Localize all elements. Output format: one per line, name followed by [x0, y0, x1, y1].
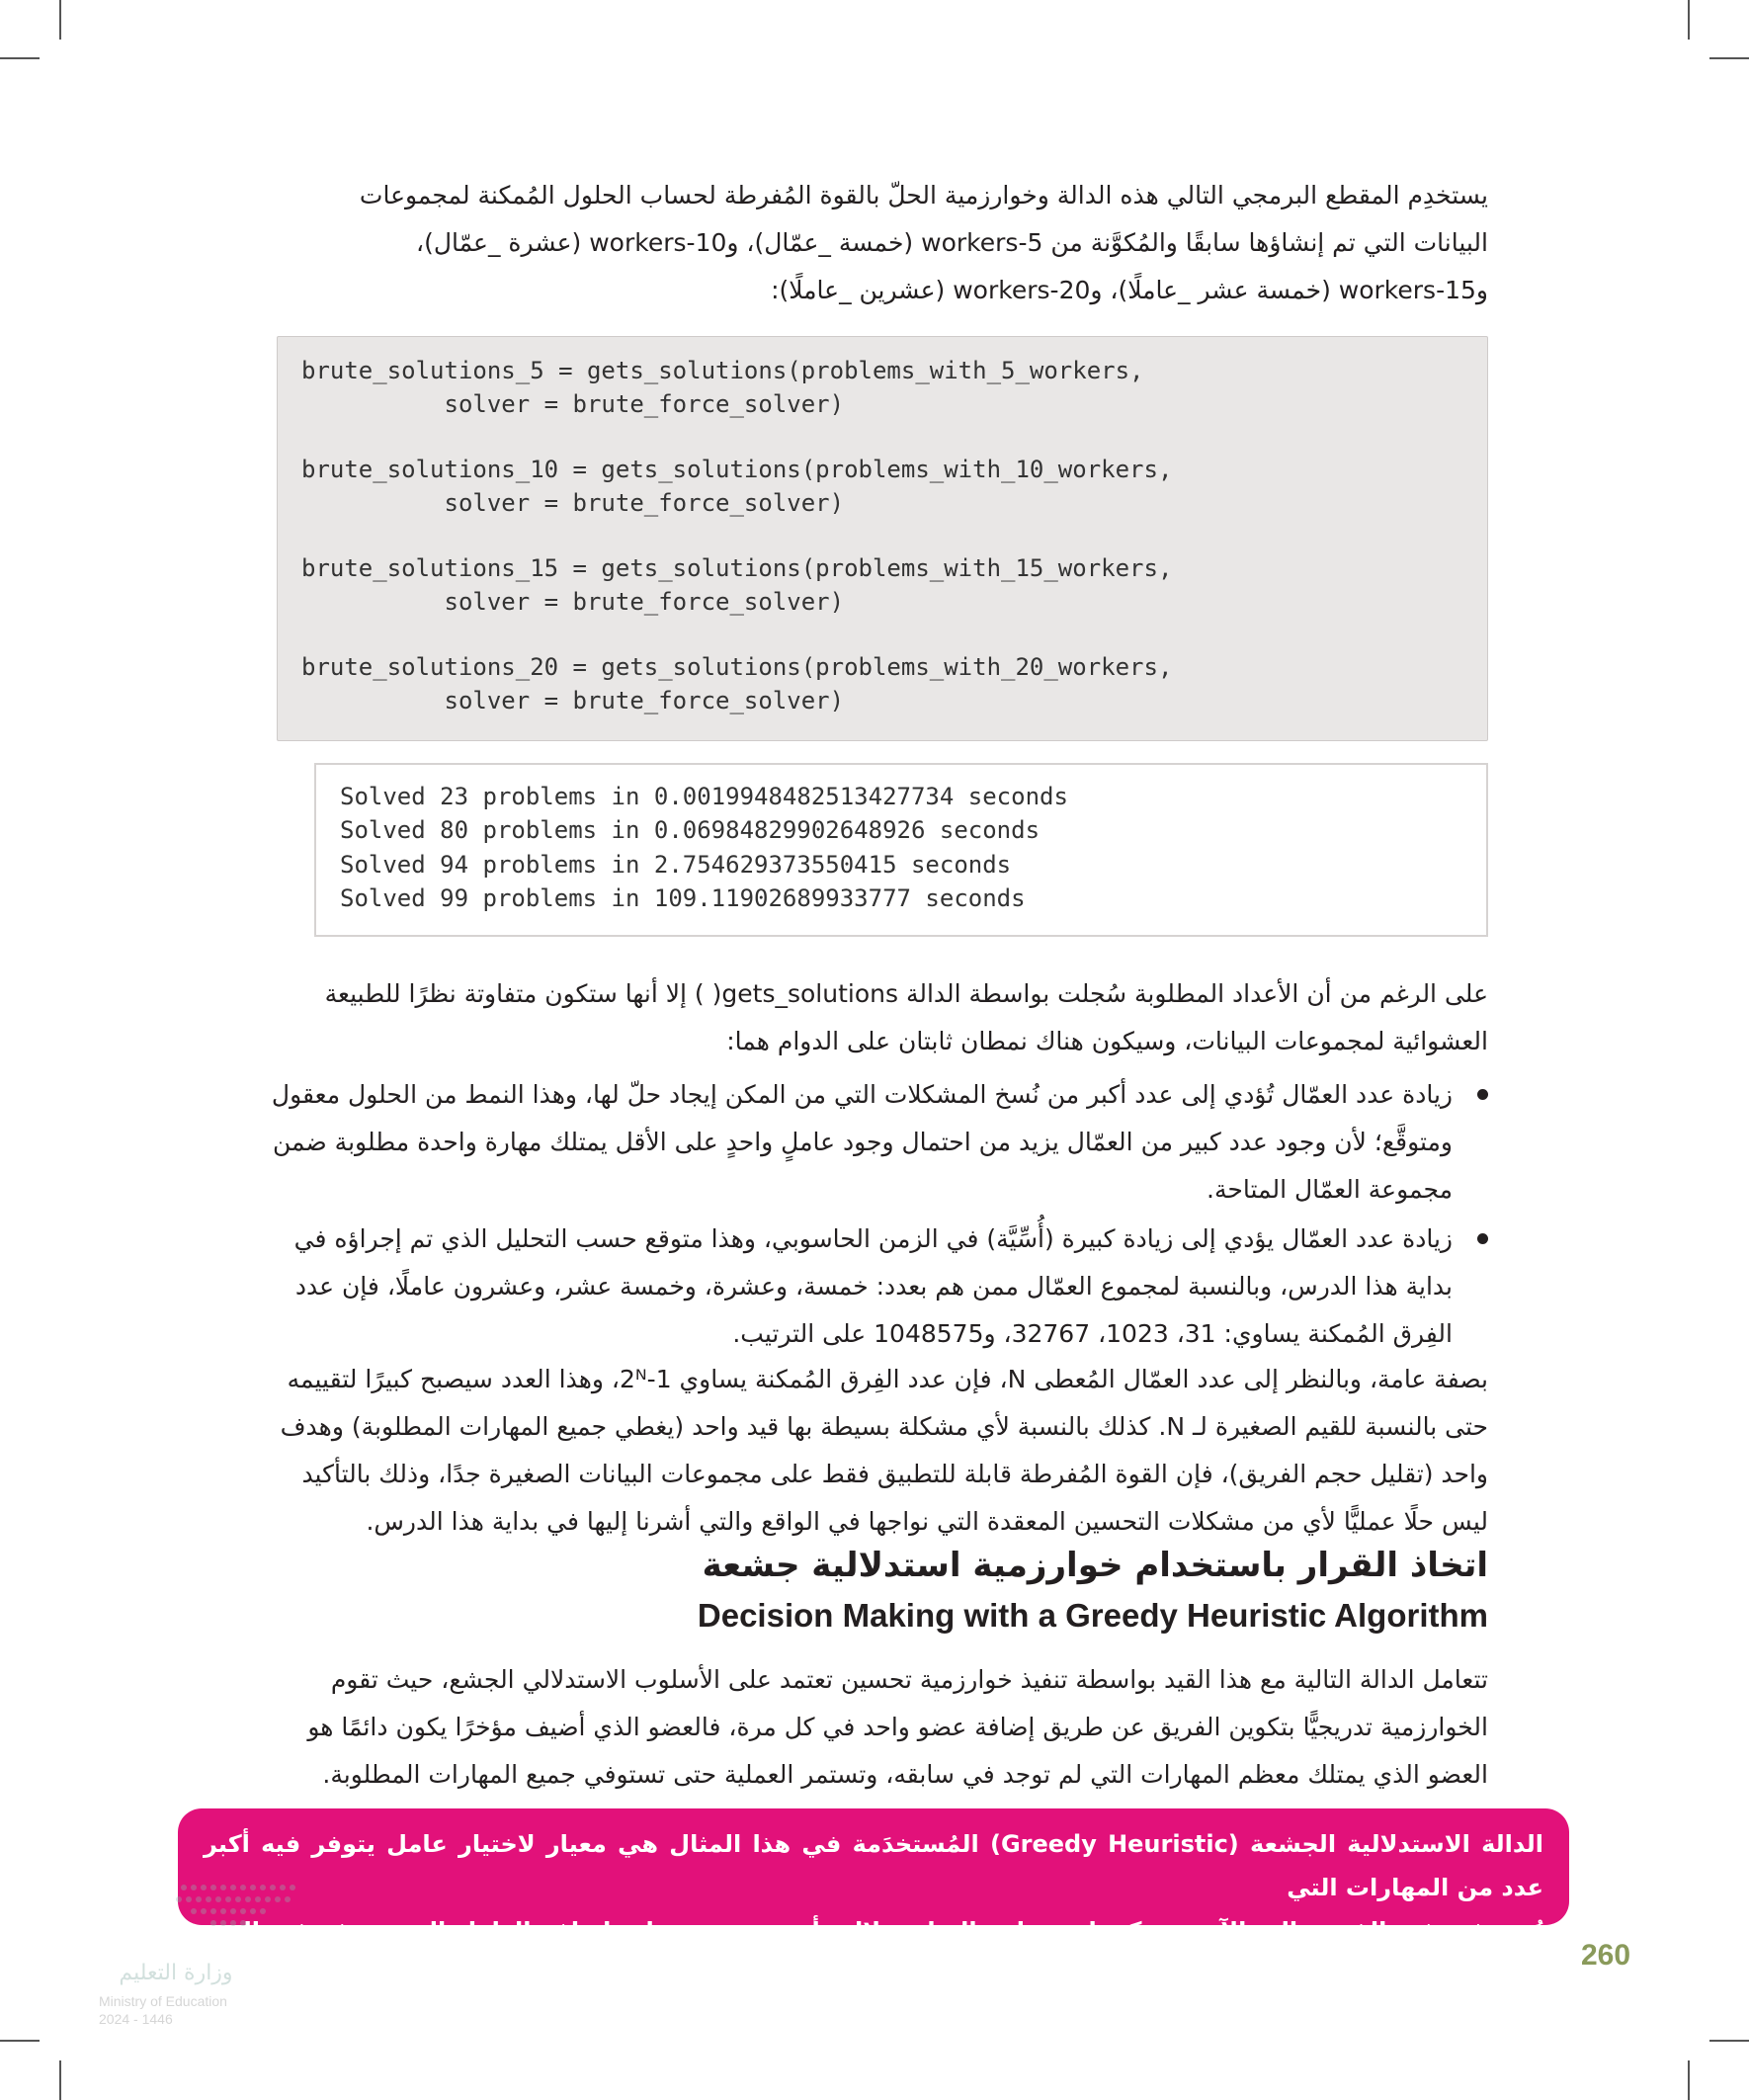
- crop-mark: [0, 2040, 40, 2042]
- output-line: Solved 80 problems in 0.06984829902648926 seconds: [340, 816, 1041, 844]
- intro-line: البيانات التي تم إنشاؤها سابقًا والمُكوَّنة من 5-workers (خمسة _عمّال)، و10-workers (عشرة _عمّال)،: [416, 228, 1488, 257]
- output-line: Solved 94 problems in 2.754629373550415 seconds: [340, 851, 1012, 879]
- crop-mark: [1688, 2060, 1690, 2100]
- code-line: brute_solutions_20 = gets_solutions(problems_with_20_workers,: [301, 653, 1173, 681]
- list-item-line: زيادة عدد العمّال تُؤدي إلى عدد أكبر من نُسخ المشكلات التي من المكن إيجاد حلّ لها، وهذا النمط من الحلول معقول: [271, 1080, 1453, 1109]
- intro-paragraph: [277, 172, 1488, 314]
- note-box: [178, 1808, 1569, 1988]
- list-item-line: الفِرق المُمكنة يساوي: 31، 1023، 32767، و1048575 على الترتيب.: [732, 1319, 1453, 1348]
- list-item-line: ومتوقَّع؛ لأن وجود عدد كبير من العمّال يزيد من احتمال وجود عاملٍ واحدٍ على الأقل يمتلك مهارة واحدة مطلوبة ضمن: [273, 1128, 1453, 1156]
- paragraph-line: الخوارزمية تدريجيًّا بتكوين الفريق عن طريق إضافة عضو واحد في كل مرة، فالعضو الذي أضيف مؤخرًا يكون دائمًا هو: [307, 1713, 1488, 1741]
- list-item-text: [198, 1071, 1453, 1214]
- crop-mark: [59, 0, 61, 40]
- results-paragraph: [198, 970, 1488, 1065]
- code-line: solver = brute_force_solver): [301, 489, 845, 517]
- crop-mark: [59, 2060, 61, 2100]
- paragraph-line: تتعامل الدالة التالية مع هذا القيد بواسطة تنفيذ خوارزمية تحسين تعتمد على الأسلوب الاستدلالي الجشع، حيث تقوم: [330, 1665, 1488, 1694]
- paragraph-line: حتى بالنسبة للقيم الصغيرة لـ N. كذلك بالنسبة لأي مشكلة بسيطة بها قيد واحد (يغطي جميع المهارات المطلوبة) وهدف: [280, 1412, 1488, 1441]
- section-title-english: Decision Making with a Greedy Heuristic Algorithm: [697, 1597, 1488, 1634]
- crop-mark: [1688, 0, 1690, 40]
- output-line: Solved 99 problems in 109.11902689933777 seconds: [340, 884, 1026, 912]
- paragraph-line: بصفة عامة، وبالنظر إلى عدد العمّال المُعطى N، فإن عدد الفِرق المُمكنة يساوي 2ᴺ-1، وهذا العدد سيصبح كبيرًا لتقييمه: [287, 1365, 1488, 1393]
- paragraph-line: واحد (تقليل حجم الفريق)، فإن القوة المُفرطة قابلة للتطبيق فقط على مجموعات البيانات الصغيرة جدًا، وذلك بالتأكيد: [301, 1460, 1488, 1488]
- ministry-name-english: Ministry of Education: [99, 1993, 227, 2009]
- code-block: [277, 336, 1488, 741]
- intro-line: يستخدِم المقطع البرمجي التالي هذه الدالة وخوارزمية الحلّ بالقوة المُفرطة لحساب الحلول المُمكنة لمجموعات: [359, 181, 1488, 210]
- list-item-line: بداية هذا الدرس، وبالنسبة لمجموع العمّال ممن هم بعدد: خمسة، وعشرة، وخمسة عشر، وعشرون عاملًا، فإن عدد: [294, 1272, 1453, 1301]
- list-item-text: [198, 1216, 1453, 1358]
- ministry-logo: [97, 1878, 334, 2065]
- code-line: brute_solutions_10 = gets_solutions(problems_with_10_workers,: [301, 456, 1173, 483]
- page-number: 260: [1581, 1939, 1631, 1972]
- complexity-paragraph: [198, 1356, 1488, 1546]
- bullet-icon: [1477, 1089, 1488, 1100]
- section-title-arabic: اتخاذ القرار باستخدام خوارزمية استدلالية جشعة: [702, 1546, 1488, 1585]
- bullet-icon: [1477, 1233, 1488, 1244]
- code-line: solver = brute_force_solver): [301, 390, 845, 418]
- code-line: solver = brute_force_solver): [301, 588, 845, 616]
- list-item: [198, 1071, 1488, 1214]
- crop-mark: [1709, 2040, 1749, 2042]
- ministry-year: 2024 - 1446: [99, 2011, 173, 2027]
- list-item: [198, 1216, 1488, 1358]
- list-item-line: مجموعة العمّال المتاحة.: [1207, 1175, 1453, 1204]
- paragraph-line: العشوائية لمجموعات البيانات، وسيكون هناك نمطان ثابتان على الدوام هما:: [726, 1027, 1488, 1055]
- ministry-name-arabic: وزارة التعليم: [119, 1961, 233, 1985]
- list-item-line: زيادة عدد العمّال يؤدي إلى زيادة كبيرة (أُسِّيَّة) في الزمن الحاسوبي، وهذا متوقع حسب التحليل الذي تم إجراؤه في: [293, 1224, 1453, 1253]
- crop-mark: [0, 57, 40, 59]
- note-line: الدالة الاستدلالية الجشعة (Greedy Heuristic) المُستخدَمة في هذا المثال هي معيار لاختيار عامل يتوفر فيه أكبر عدد من المهارات التي: [204, 1830, 1543, 1901]
- logo-dots-icon: [174, 1878, 322, 1937]
- code-line: solver = brute_force_solver): [301, 687, 845, 714]
- output-line: Solved 23 problems in 0.0019948482513427734 seconds: [340, 783, 1068, 810]
- intro-line: و15-workers (خمسة عشر _عاملًا)، و20-workers (عشرين _عاملًا):: [771, 276, 1488, 304]
- greedy-paragraph: [198, 1656, 1488, 1799]
- note-line: تُستوفى في الفريق إلى الآن، ويمكن استخدام دالة استدلالية أخرى، مبنية على إضافة العامل الذي يتوفر فيه العدد الأكبر من المهارات أولًا.: [204, 1917, 1543, 1988]
- crop-mark: [1709, 57, 1749, 59]
- paragraph-line: على الرغم من أن الأعداد المطلوبة سُجلت بواسطة الدالة gets_solutions( ) إلا أنها ستكون متفاوتة نظرًا للطبيعة: [324, 979, 1488, 1008]
- output-block: [314, 763, 1488, 937]
- code-line: brute_solutions_5 = gets_solutions(problems_with_5_workers,: [301, 357, 1144, 384]
- paragraph-line: ليس حلًا عمليًّا لأي من مشكلات التحسين المعقدة التي نواجها في الواقع والتي أشرنا إليها في بداية هذا الدرس.: [366, 1507, 1488, 1536]
- code-line: brute_solutions_15 = gets_solutions(problems_with_15_workers,: [301, 554, 1173, 582]
- paragraph-line: العضو الذي يمتلك معظم المهارات التي لم توجد في سابقه، وتستمر العملية حتى تستوفي جميع المهارات المطلوبة.: [322, 1760, 1488, 1789]
- pattern-list: [198, 1071, 1488, 1348]
